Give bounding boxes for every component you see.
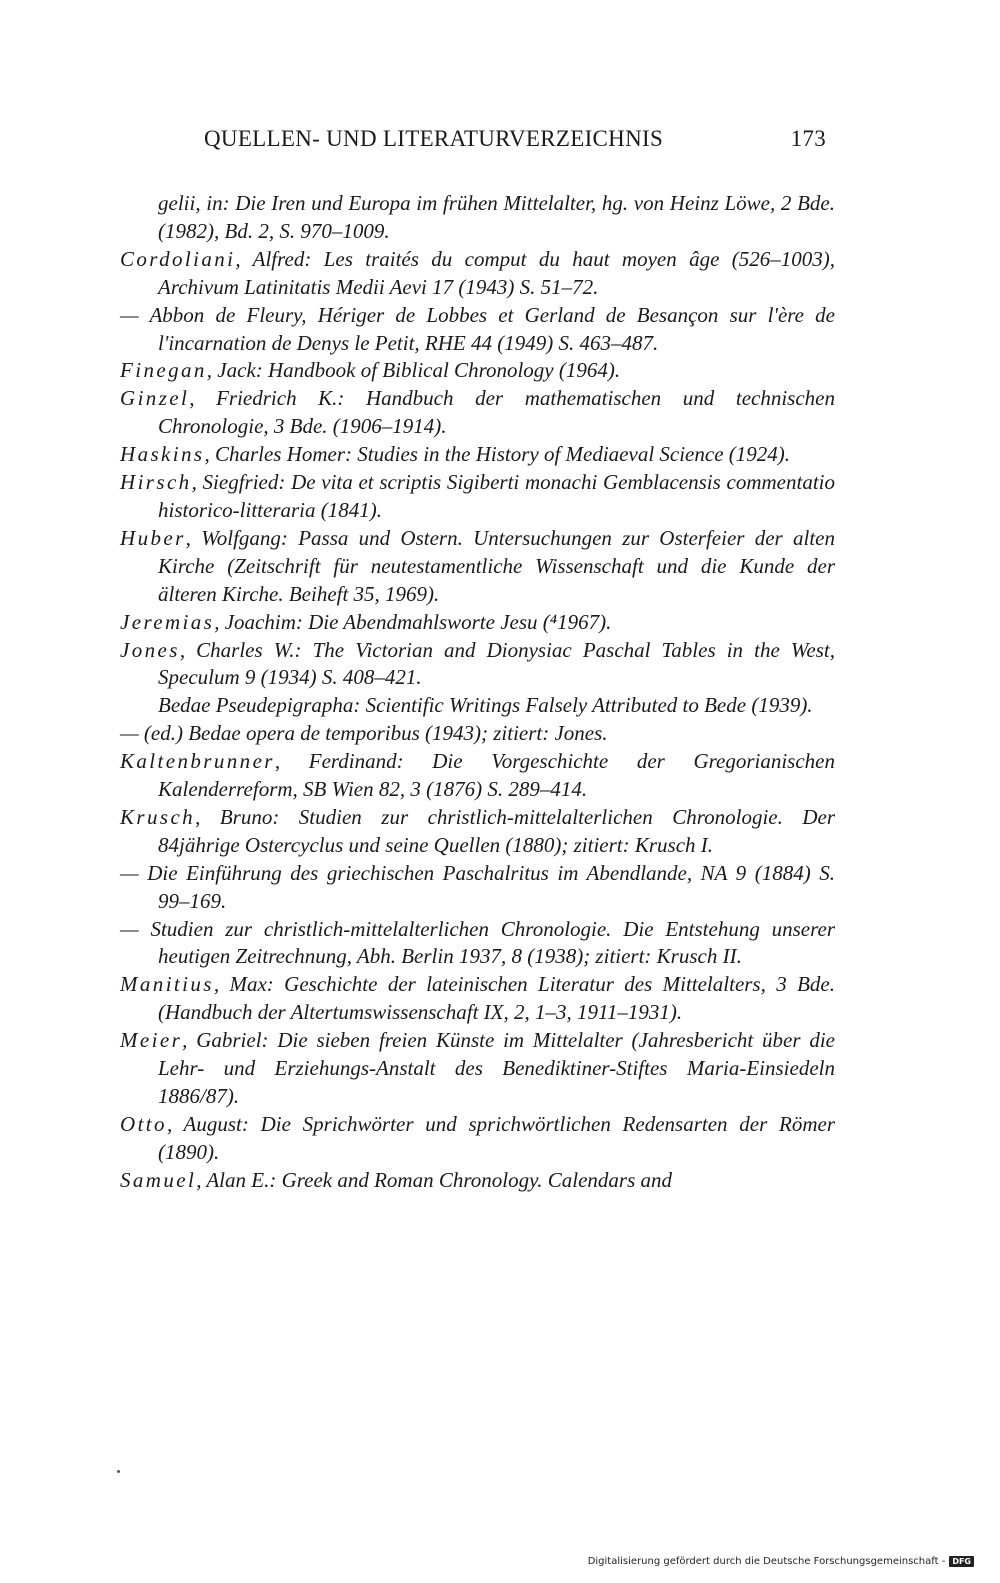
entry-text: , Friedrich K.: Handbuch der mathematischen und technischen Chronologie, 3 Bde. (1906–1914).: [158, 386, 835, 439]
entry-author: Cordoliani: [120, 246, 236, 271]
page-number: 173: [790, 126, 826, 151]
entry-author: Kaltenbrunner: [120, 749, 275, 774]
bibliography-entry: [120, 720, 835, 748]
entry-text: , August: Die Sprichwörter und sprichwörtlichen Redensarten der Römer (1890).: [158, 1111, 835, 1164]
entry-author: Finegan: [120, 358, 207, 383]
bibliography-list: [120, 190, 835, 1195]
entry-author: Krusch: [120, 804, 196, 829]
entry-text: — Die Einführung des griechischen Paschalritus im Abendlande, NA 9 (1884) S. 99–169.: [120, 860, 835, 913]
running-header: [204, 126, 826, 152]
header-title: QUELLEN- UND LITERATURVERZEICHNIS: [204, 126, 664, 151]
dfg-logo-icon: DFG: [949, 1556, 974, 1567]
bibliography-entry: [120, 441, 835, 469]
entry-text: — Studien zur christlich-mittelalterlichen Chronologie. Die Entstehung unserer heutigen Zeitrechnung, Abh. Berlin 1937, 8 (1938); zitiert: Krusch II.: [120, 916, 835, 969]
entry-text: , Bruno: Studien zur christlich-mittelalterlichen Chronologie. Der 84jährige Ostercyclus und seine Quellen (1880); zitiert: Krusch I.: [158, 804, 835, 857]
entry-text: , Siegfried: De vita et scriptis Sigiberti monachi Gemblacensis commentatio historico-litteraria (1841).: [158, 470, 835, 522]
entry-text: , Alfred: Les traités du comput du haut moyen âge (526–1003), Archivum Latinitatis Medii Aevi 17 (1943) S. 51–72.: [158, 246, 835, 299]
entry-text: — Abbon de Fleury, Hériger de Lobbes et Gerland de Besançon sur l'ère de l'incarnation de Denys le Petit, RHE 44 (1949) S. 463–487.: [120, 302, 835, 355]
bibliography-entry: [120, 246, 835, 302]
bibliography-entry: [120, 1111, 835, 1167]
entry-author: Haskins: [120, 442, 205, 467]
bibliography-entry: [120, 609, 835, 637]
scan-speck: [117, 1470, 120, 1473]
entry-author: Hirsch: [120, 470, 192, 495]
bibliography-entry: [120, 302, 835, 358]
bibliography-entry: [120, 1167, 835, 1195]
bibliography-entry: [120, 916, 835, 972]
bibliography-entry: [120, 748, 835, 804]
entry-author: Manitius: [120, 972, 214, 997]
bibliography-entry: [120, 525, 835, 609]
bibliography-entry: [120, 1027, 835, 1111]
entry-text: , Jack: Handbook of Biblical Chronology (1964).: [206, 358, 621, 383]
entry-author: Ginzel: [120, 386, 190, 411]
entry-text: , Alan E.: Greek and Roman Chronology. Calendars and: [196, 1167, 673, 1192]
entry-author: Jeremias: [120, 609, 215, 634]
entry-text: , Joachim: Die Abendmahlsworte Jesu (⁴1967).: [214, 609, 612, 634]
entry-text: , Gabriel: Die sieben freien Künste im Mittelalter (Jahresbericht über die Lehr- und Erziehungs-Anstalt des Benediktiner-Stiftes Maria-Einsiedeln 1886/87).: [158, 1028, 835, 1108]
entry-text: , Charles Homer: Studies in the History of Mediaeval Science (1924).: [204, 442, 791, 467]
footer-text: Digitalisierung gefördert durch die Deutsche Forschungsgemeinschaft -: [587, 1556, 946, 1567]
entry-text: , Max: Geschichte der lateinischen Literatur des Mittelalters, 3 Bde. (Handbuch der Altertumswissenschaft IX, 2, 1–3, 1911–1931).: [158, 972, 835, 1025]
entry-author: Samuel: [120, 1167, 197, 1192]
entry-text: Bedae Pseudepigrapha: Scientific Writings Falsely Attributed to Bede (1939).: [158, 693, 813, 718]
entry-text: , Ferdinand: Die Vorgeschichte der Gregorianischen Kalenderreform, SB Wien 82, 3 (1876) S. 289–414.: [158, 749, 835, 802]
entry-text: , Charles W.: The Victorian and Dionysiac Paschal Tables in the West, Speculum 9 (1934) S. 408–421.: [158, 637, 835, 690]
bibliography-entry: [120, 637, 835, 693]
bibliography-entry: [120, 692, 835, 720]
entry-text: gelii, in: Die Iren und Europa im frühen Mittelalter, hg. von Heinz Löwe, 2 Bde. (1982), Bd. 2, S. 970–1009.: [158, 191, 835, 243]
entry-author: Otto: [120, 1111, 167, 1136]
entry-author: Meier: [120, 1028, 183, 1053]
entry-text: — (ed.) Bedae opera de temporibus (1943); zitiert: Jones.: [120, 721, 608, 746]
bibliography-entry: [120, 804, 835, 860]
digitization-footer: [588, 1556, 974, 1567]
bibliography-entry: [120, 860, 835, 916]
bibliography-entry: [120, 357, 835, 385]
entry-author: Huber: [120, 525, 186, 550]
bibliography-entry: [120, 190, 835, 246]
bibliography-entry: [120, 971, 835, 1027]
entry-author: Jones: [120, 637, 180, 662]
bibliography-entry: [120, 385, 835, 441]
bibliography-entry: [120, 469, 835, 525]
entry-text: , Wolfgang: Passa und Ostern. Untersuchungen zur Osterfeier der alten Kirche (Zeitschrift für neutestamentliche Wissenschaft und die Kunde der älteren Kirche. Beiheft 35, 1969).: [158, 525, 835, 606]
